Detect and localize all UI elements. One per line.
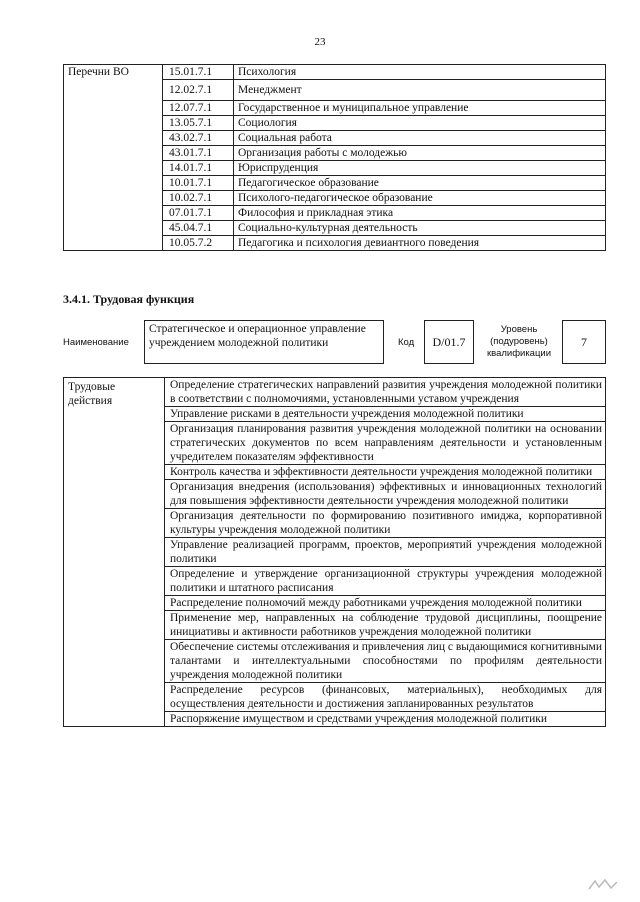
- action-item: Организация внедрения (использования) эффективных и инновационных технологий для повышения эффективности деятельности учреждения молодежной политики: [165, 480, 606, 509]
- action-item: Распоряжение имуществом и средствами учреждения молодежной политики: [165, 712, 606, 727]
- vo-code: 10.05.7.2: [163, 236, 234, 251]
- vo-code: 10.01.7.1: [163, 176, 234, 191]
- vo-code: 10.02.7.1: [163, 191, 234, 206]
- code-label: Код: [398, 337, 415, 348]
- table-row: [64, 378, 606, 407]
- vo-name: Психология: [234, 65, 606, 80]
- labor-actions-table: [63, 377, 606, 727]
- vo-name: Организация работы с молодежью: [234, 146, 606, 161]
- vo-list-table: [63, 64, 606, 251]
- vo-name: Философия и прикладная этика: [234, 206, 606, 221]
- name-label: Наименование: [63, 337, 129, 348]
- action-item: Организация деятельности по формированию позитивного имиджа, корпоративной культуры учреждения молодежной политики: [165, 509, 606, 538]
- action-item: Определение и утверждение организационной структуры учреждения молодежной политики и штатного расписания: [165, 567, 606, 596]
- vo-code: 43.01.7.1: [163, 146, 234, 161]
- action-item: Организация планирования развития учреждения молодежной политики на основании стратегических документов по всем направлениям деятельности и установленным учредителем показателям эффективности: [165, 422, 606, 465]
- vo-code: 12.02.7.1: [163, 80, 234, 101]
- vo-code: 43.02.7.1: [163, 131, 234, 146]
- action-item: Управление рисками в деятельности учреждения молодежной политики: [165, 407, 606, 422]
- vo-name: Социально-культурная деятельность: [234, 221, 606, 236]
- scan-mark-icon: [585, 877, 625, 893]
- vo-code: 13.05.7.1: [163, 116, 234, 131]
- vo-code: 07.01.7.1: [163, 206, 234, 221]
- action-item: Обеспечение системы отслеживания и привлечения лиц с выдающимися когнитивными талантами и интеллектуальными способностями по профилям деятельности учреждения молодежной политики: [165, 640, 606, 683]
- vo-name: Менеджмент: [234, 80, 606, 101]
- vo-name: Психолого-педагогическое образование: [234, 191, 606, 206]
- section-title: 3.4.1. Трудовая функция: [63, 292, 195, 306]
- function-name-value: Стратегическое и операционное управление учреждением молодежной политики: [144, 320, 384, 364]
- vo-name: Социальная работа: [234, 131, 606, 146]
- table-row: [64, 65, 606, 80]
- vo-label: Перечни ВО: [64, 65, 163, 251]
- vo-name: Социология: [234, 116, 606, 131]
- vo-code: 15.01.7.1: [163, 65, 234, 80]
- action-item: Управление реализацией программ, проектов, мероприятий учреждения молодежной политики: [165, 538, 606, 567]
- level-label: Уровень (подуровень) квалификации: [486, 324, 552, 359]
- vo-code: 12.07.7.1: [163, 101, 234, 116]
- actions-label: Трудовые действия: [64, 378, 165, 727]
- vo-name: Государственное и муниципальное управление: [234, 101, 606, 116]
- action-item: Распределение полномочий между работниками учреждения молодежной политики: [165, 596, 606, 611]
- vo-name: Педагогическое образование: [234, 176, 606, 191]
- action-item: Применение мер, направленных на соблюдение трудовой дисциплины, поощрение инициативы и активности работников учреждения молодежной политики: [165, 611, 606, 640]
- action-item: Контроль качества и эффективности деятельности учреждения молодежной политики: [165, 465, 606, 480]
- vo-name: Юриспруденция: [234, 161, 606, 176]
- page-number: 23: [314, 36, 326, 48]
- vo-name: Педагогика и психология девиантного поведения: [234, 236, 606, 251]
- function-code-value: D/01.7: [424, 320, 474, 364]
- level-value: 7: [562, 320, 606, 364]
- action-item: Распределение ресурсов (финансовых, материальных), необходимых для осуществления деятельности и достижения запланированных результатов: [165, 683, 606, 712]
- vo-code: 14.01.7.1: [163, 161, 234, 176]
- action-item: Определение стратегических направлений развития учреждения молодежной политики в соответствии с полномочиями, установленными уставом учреждения: [165, 378, 606, 407]
- vo-code: 45.04.7.1: [163, 221, 234, 236]
